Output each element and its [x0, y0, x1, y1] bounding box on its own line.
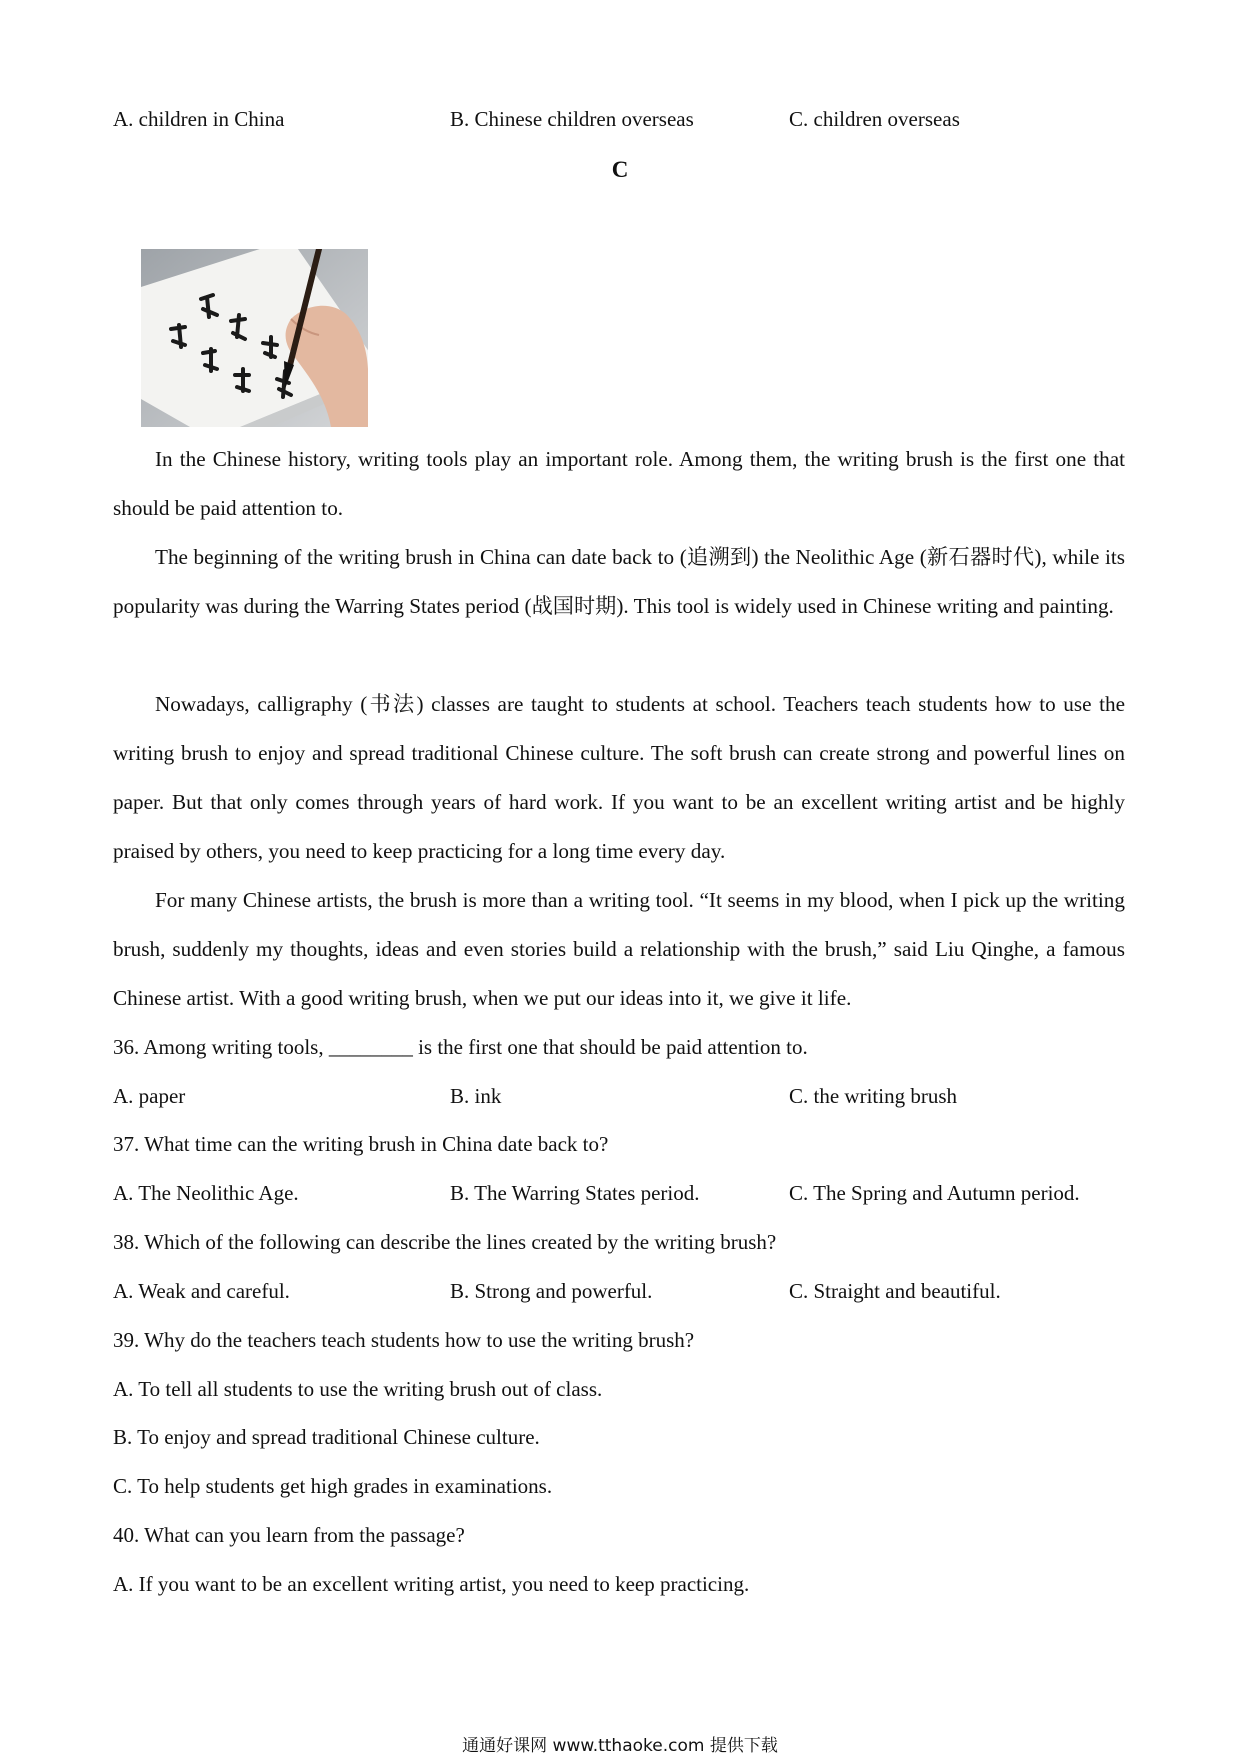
q38-option-b: B. Strong and powerful.	[450, 1279, 653, 1303]
q39-option-b: B. To enjoy and spread traditional Chinese culture.	[113, 1425, 540, 1449]
q36-option-c: C. the writing brush	[789, 1084, 957, 1108]
passage-paragraph: In the Chinese history, writing tools play an important role. Among them, the writing brush is the first one that should be paid attention to.	[113, 447, 1125, 520]
section-heading: C	[611, 157, 629, 182]
q40-option-a: A. If you want to be an excellent writing artist, you need to keep practicing.	[113, 1572, 750, 1596]
question-39: 39. Why do the teachers teach students how to use the writing brush?	[113, 1328, 695, 1352]
q37-option-b: B. The Warring States period.	[450, 1181, 700, 1205]
passage-paragraph: For many Chinese artists, the brush is more than a writing tool. “It seems in my blood, when I pick up the writing brush, suddenly my thoughts, ideas and even stories build a relationship with the brush,” said Liu Qinghe, a famous Chinese artist. With a good writing brush, when we put our ideas into it, we give it life.	[113, 888, 1125, 1010]
q37-option-c: C. The Spring and Autumn period.	[789, 1181, 1080, 1205]
q36-option-a: A. paper	[113, 1084, 186, 1108]
question-37: 37. What time can the writing brush in China date back to?	[113, 1132, 609, 1156]
question-40: 40. What can you learn from the passage?	[113, 1523, 465, 1547]
passage-paragraph: The beginning of the writing brush in China can date back to (追溯到) the Neolithic Age (新石器时代), while its popularity was during the Warring States period (战国时期). This tool is widely used in Chinese writing and painting.	[113, 545, 1125, 618]
passage-paragraph: Nowadays, calligraphy (书法) classes are taught to students at school. Teachers teach students how to use the writing brush to enjoy and spread traditional Chinese culture. The soft brush can create strong and powerful lines on paper. But that only comes through years of hard work. If you want to be an excellent writing artist and be highly praised by others, you need to keep practicing for a long time every day.	[113, 692, 1125, 863]
option-b: B. Chinese children overseas	[450, 107, 694, 131]
q39-option-c: C. To help students get high grades in examinations.	[113, 1474, 553, 1498]
question-36: 36. Among writing tools, ________ is the first one that should be paid attention to.	[113, 1035, 808, 1059]
question-38: 38. Which of the following can describe the lines created by the writing brush?	[113, 1230, 777, 1254]
calligraphy-photo-icon	[141, 249, 368, 427]
q38-option-c: C. Straight and beautiful.	[789, 1279, 1001, 1303]
option-a: A. children in China	[113, 107, 285, 131]
q39-option-a: A. To tell all students to use the writing brush out of class.	[113, 1377, 603, 1401]
page-footer: 通通好课网 www.tthaoke.com 提供下载	[462, 1736, 778, 1756]
option-c: C. children overseas	[789, 107, 960, 131]
q37-option-a: A. The Neolithic Age.	[113, 1181, 299, 1205]
q36-option-b: B. ink	[450, 1084, 502, 1108]
q38-option-a: A. Weak and careful.	[113, 1279, 290, 1303]
